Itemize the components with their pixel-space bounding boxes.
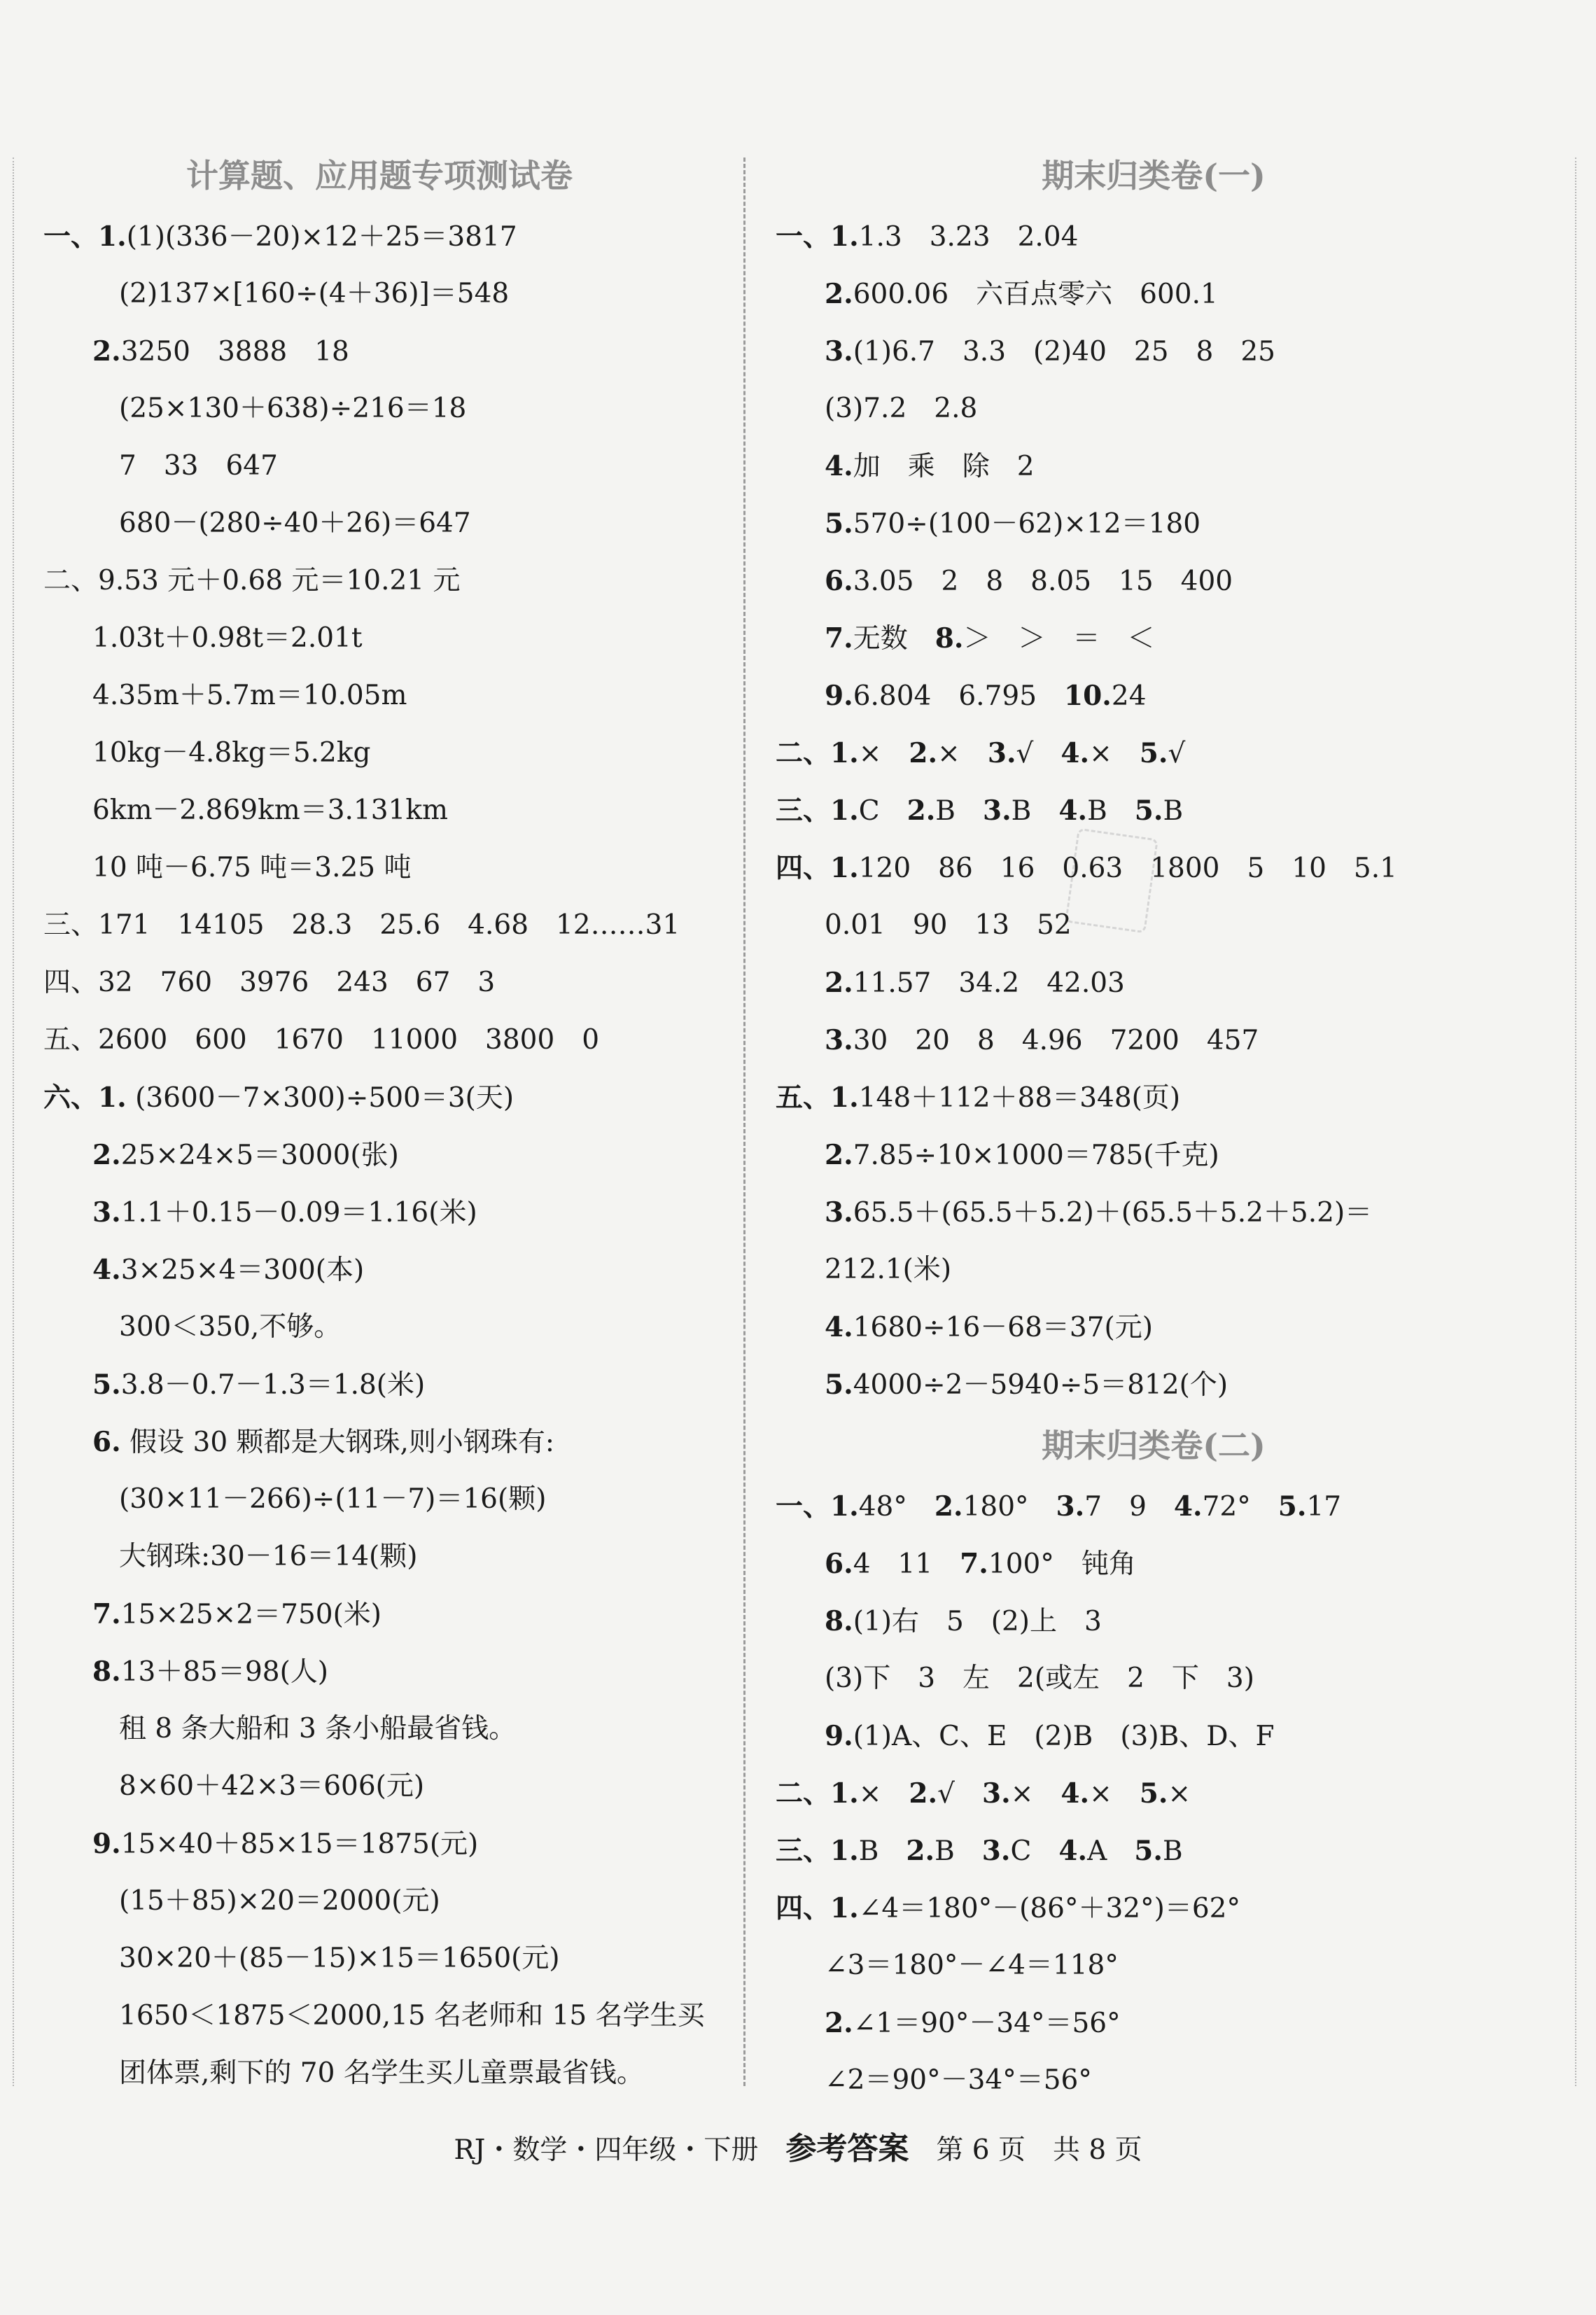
answer-line — [776, 782, 1532, 839]
question-number: 三、1. — [776, 1835, 859, 1867]
answer-line — [776, 1765, 1532, 1822]
answer-line — [776, 1069, 1532, 1126]
question-number: 3. — [982, 795, 1011, 827]
question-number: 2. — [825, 1139, 853, 1171]
footer-book-info: RJ・数学・四年级・下册 — [454, 2134, 786, 2166]
answer-text: B — [1011, 795, 1059, 827]
answer-line — [776, 1184, 1532, 1241]
question-number: 2. — [825, 2007, 853, 2039]
answer-line — [776, 954, 1532, 1012]
question-number: 3. — [825, 1196, 853, 1229]
answer-line — [43, 1356, 715, 1413]
answer-text: 大钢珠:30－16＝14(颗) — [119, 1541, 418, 1572]
question-number: 2. — [909, 737, 938, 769]
question-number: 4. — [92, 1254, 121, 1286]
answer-line — [43, 1528, 715, 1586]
left-margin-line — [13, 158, 14, 2086]
answer-text: 1.1＋0.15－0.09＝1.16(米) — [120, 1197, 477, 1229]
answer-line — [776, 438, 1532, 495]
question-number: 4. — [825, 1311, 853, 1343]
answer-line — [43, 954, 715, 1012]
answer-text: (1)A、C、E (2)B (3)B、D、F — [853, 1721, 1275, 1752]
answer-text: × — [1010, 1778, 1061, 1810]
question-number: 4. — [1173, 1490, 1203, 1523]
answer-text: C — [1010, 1835, 1059, 1867]
question-number: 六、1. — [43, 1082, 127, 1114]
answer-line — [776, 495, 1532, 552]
answer-line — [43, 1069, 715, 1126]
answer-line — [776, 1535, 1532, 1593]
answer-text: (3600－7×300)÷500＝3(天) — [126, 1082, 514, 1114]
answer-text: 1.03t＋0.98t＝2.01t — [92, 622, 363, 654]
answer-text: 假设 30 颗都是大钢珠,则小钢珠有: — [120, 1427, 555, 1458]
answer-line — [43, 1299, 715, 1356]
question-number: 五、1. — [776, 1082, 859, 1114]
answer-text: × — [1089, 1778, 1140, 1810]
answer-line — [776, 552, 1532, 610]
answer-text: 30×20＋(85－15)×15＝1650(元) — [119, 1943, 560, 1974]
answer-text: 7.85÷10×1000＝785(千克) — [853, 1140, 1219, 1171]
answer-line — [43, 1700, 715, 1758]
question-number: 3. — [981, 1835, 1011, 1867]
answer-text: 15×40＋85×15＝1875(元) — [120, 1828, 479, 1860]
answer-text: × — [937, 738, 988, 769]
answer-line — [776, 1707, 1532, 1765]
answer-line — [43, 1758, 715, 1815]
question-number: 3. — [825, 335, 853, 368]
question-number: 3. — [92, 1196, 121, 1229]
answer-line — [776, 1356, 1532, 1413]
answer-text: 0.01 90 13 52 — [825, 909, 1072, 941]
answer-text: ∠4＝180°－(86°＋32°)＝62° — [858, 1893, 1240, 1924]
answer-line — [43, 495, 715, 552]
answer-text: (1)右 5 (2)上 3 — [853, 1606, 1102, 1637]
answer-line — [43, 1873, 715, 1930]
answer-text: 二、9.53 元＋0.68 元＝10.21 元 — [43, 565, 461, 596]
answer-line — [776, 1299, 1532, 1356]
footer-page-number: 第 6 页 共 8 页 — [909, 2134, 1142, 2166]
answer-text: 30 20 8 4.96 7200 457 — [853, 1025, 1259, 1056]
answer-line — [43, 782, 715, 839]
answer-text: (30×11－266)÷(11－7)＝16(颗) — [119, 1483, 547, 1515]
question-number: 一、1. — [43, 221, 127, 253]
answer-text: 7 9 — [1084, 1491, 1174, 1523]
question-number: 6. — [92, 1426, 121, 1458]
answer-text: (3)7.2 2.8 — [825, 393, 978, 424]
question-number: 2. — [906, 795, 936, 827]
answer-line — [43, 610, 715, 667]
answer-text: 无数 — [853, 623, 935, 655]
answer-text: 17 — [1306, 1491, 1342, 1523]
answer-text: √ — [937, 1778, 982, 1810]
question-number: 4. — [1058, 1835, 1088, 1867]
answer-text: A — [1087, 1835, 1135, 1867]
question-number: 5. — [1134, 1835, 1163, 1867]
question-number: 三、1. — [776, 795, 859, 827]
answer-text: 7 33 647 — [119, 450, 278, 482]
answer-text: 4.35m＋5.7m＝10.05m — [92, 680, 407, 711]
answer-text: 25×24×5＝3000(张) — [120, 1140, 399, 1171]
answer-line — [43, 1012, 715, 1069]
answer-line — [776, 725, 1532, 782]
answer-text: √ — [1168, 738, 1186, 769]
answer-text: 13＋85＝98(人) — [120, 1656, 329, 1688]
answer-text: 148＋112＋88＝348(页) — [858, 1082, 1181, 1114]
answer-line — [43, 552, 715, 610]
answer-line — [776, 323, 1532, 380]
question-number: 6. — [825, 565, 853, 597]
question-number: 二、1. — [776, 737, 859, 769]
question-number: 4. — [1060, 737, 1090, 769]
answer-text: ∠2＝90°－34°＝56° — [825, 2064, 1092, 2096]
answer-line — [776, 1822, 1532, 1880]
answer-text: × — [1089, 738, 1140, 769]
final-1-answer-list — [776, 208, 1532, 1413]
answer-line — [43, 1815, 715, 1873]
answer-text: 6km－2.869km＝3.131km — [92, 795, 448, 826]
question-number: 2. — [825, 967, 853, 999]
answer-text: ＞ ＞ ＝ ＜ — [963, 623, 1155, 655]
answer-line — [776, 839, 1532, 897]
answer-text: 680－(280÷40＋26)＝647 — [119, 508, 471, 539]
answer-text: ∠1＝90°－34°＝56° — [853, 2008, 1121, 2039]
answer-text: 团体票,剩下的 70 名学生买儿童票最省钱。 — [119, 2057, 644, 2089]
question-number: 5. — [1139, 1777, 1168, 1810]
question-number: 5. — [825, 508, 853, 540]
answer-line — [776, 897, 1532, 954]
answer-line — [776, 1126, 1532, 1184]
section-title-final-1: 期末归类卷(一) — [1042, 157, 1266, 195]
question-number: 8. — [92, 1656, 121, 1688]
question-number: 一、1. — [776, 221, 859, 253]
answer-text: 3.8－0.7－1.3＝1.8(米) — [120, 1369, 426, 1401]
right-column — [776, 144, 1532, 2109]
question-number: 4. — [1058, 795, 1088, 827]
answer-line — [776, 1994, 1532, 2052]
answer-line — [43, 1184, 715, 1241]
answer-text: 加 乘 除 2 — [853, 451, 1035, 482]
answer-text: 1.3 3.23 2.04 — [858, 221, 1079, 253]
question-number: 3. — [981, 1777, 1011, 1810]
answer-line — [43, 1413, 715, 1471]
page-footer — [0, 2125, 1596, 2174]
answer-text: 3250 3888 18 — [120, 336, 349, 368]
question-number: 5. — [1134, 795, 1163, 827]
question-number: 一、1. — [776, 1490, 859, 1523]
column-divider — [743, 158, 746, 2086]
answer-text: 11.57 34.2 42.03 — [853, 967, 1125, 999]
answer-text: ∠3＝180°－∠4＝118° — [825, 1950, 1119, 1981]
answer-line — [43, 1241, 715, 1299]
question-number: 3. — [987, 737, 1016, 769]
question-number: 2. — [909, 1777, 938, 1810]
final-2-answer-list — [776, 1478, 1532, 2109]
answer-text: 570÷(100－62)×12＝180 — [853, 508, 1201, 540]
answer-line — [43, 667, 715, 725]
answer-line — [43, 2045, 715, 2102]
question-number: 9. — [92, 1828, 121, 1860]
answer-text: 100° 钝角 — [988, 1548, 1136, 1580]
answer-text: B — [934, 1835, 982, 1867]
question-number: 7. — [92, 1598, 121, 1630]
answer-line — [776, 208, 1532, 265]
answer-text: 三、171 14105 28.3 25.6 4.68 12……31 — [43, 909, 680, 941]
question-number: 4. — [1060, 1777, 1090, 1810]
answer-line — [43, 839, 715, 897]
answer-text: (15＋85)×20＝2000(元) — [119, 1885, 440, 1917]
question-number: 9. — [825, 680, 853, 712]
answer-line — [43, 1987, 715, 2045]
answer-text: B — [1163, 795, 1184, 827]
question-number: 8. — [934, 622, 964, 655]
question-number: 5. — [92, 1369, 121, 1401]
answer-text: 65.5＋(65.5＋5.2)＋(65.5＋5.2＋5.2)＝ — [853, 1197, 1373, 1229]
answer-text: 五、2600 600 1670 11000 3800 0 — [43, 1024, 600, 1056]
question-number: 10. — [1064, 680, 1112, 712]
answer-line — [43, 323, 715, 380]
answer-line — [776, 2052, 1532, 2109]
answer-line — [776, 667, 1532, 725]
answer-text: 8×60＋42×3＝606(元) — [119, 1770, 425, 1802]
answer-line — [43, 725, 715, 782]
answer-text: (2)137×[160÷(4＋36)]＝548 — [119, 278, 510, 309]
answer-text: B — [1162, 1835, 1183, 1867]
question-number: 四、1. — [776, 1892, 859, 1924]
question-number: 2. — [92, 335, 121, 368]
answer-text: 租 8 条大船和 3 条小船最省钱。 — [119, 1713, 517, 1744]
answer-text: 四、32 760 3976 243 67 3 — [43, 967, 496, 998]
question-number: 6. — [825, 1548, 853, 1580]
answer-text: 600.06 六百点零六 600.1 — [853, 279, 1218, 310]
answer-line — [776, 380, 1532, 438]
answer-line — [43, 438, 715, 495]
answer-line — [43, 265, 715, 323]
answer-line — [776, 1241, 1532, 1299]
answer-text: (1)6.7 3.3 (2)40 25 8 25 — [853, 336, 1275, 368]
answer-text: 180° — [962, 1491, 1056, 1523]
section-title-left: 计算题、应用题专项测试卷 — [186, 157, 573, 195]
answer-line — [43, 1471, 715, 1528]
answer-text: 1680÷16－68＝37(元) — [853, 1312, 1153, 1343]
question-number: 2. — [934, 1490, 963, 1523]
question-number: 四、1. — [776, 852, 859, 884]
question-number: 二、1. — [776, 1777, 859, 1810]
answer-text: 48° — [858, 1491, 934, 1523]
answer-line — [43, 1586, 715, 1643]
answer-text: 3×25×4＝300(本) — [120, 1254, 365, 1286]
answer-text: 4000÷2－5940÷5＝812(个) — [853, 1369, 1228, 1401]
answer-text: 1650＜1875＜2000,15 名老师和 15 名学生买 — [119, 2000, 705, 2031]
answer-text: B — [858, 1835, 906, 1867]
section-title-final-2: 期末归类卷(二) — [1042, 1427, 1266, 1464]
answer-text: 72° — [1202, 1491, 1278, 1523]
answer-text: 4 11 — [853, 1548, 960, 1580]
answer-text: × — [1168, 1778, 1191, 1810]
question-number: 3. — [1056, 1490, 1085, 1523]
left-column — [43, 144, 715, 2102]
answer-text: 10 吨－6.75 吨＝3.25 吨 — [92, 852, 412, 883]
answer-line — [776, 1650, 1532, 1707]
question-number: 2. — [906, 1835, 935, 1867]
answer-text: (3)下 3 左 2(或左 2 下 3) — [825, 1663, 1254, 1694]
question-number: 9. — [825, 1720, 853, 1752]
question-number: 8. — [825, 1605, 853, 1637]
answer-text: (1)(336－20)×12＋25＝3817 — [126, 221, 517, 253]
answer-text: 300＜350,不够。 — [119, 1311, 342, 1343]
answer-text: 120 86 16 0.63 1800 5 10 5.1 — [858, 853, 1397, 884]
answer-text: 6.804 6.795 — [853, 680, 1065, 712]
answer-line — [776, 1478, 1532, 1535]
answer-line — [776, 1880, 1532, 1937]
question-number: 5. — [1278, 1490, 1307, 1523]
answer-text: × — [858, 738, 909, 769]
left-answer-list — [43, 208, 715, 2102]
answer-text: C — [858, 795, 907, 827]
answer-line — [776, 1937, 1532, 1994]
answer-text: 212.1(米) — [825, 1254, 952, 1285]
answer-line — [776, 265, 1532, 323]
answer-text: √ — [1016, 738, 1061, 769]
answer-line — [776, 1012, 1532, 1069]
answer-line — [776, 1593, 1532, 1650]
answer-line — [43, 1126, 715, 1184]
question-number: 5. — [825, 1369, 853, 1401]
answer-line — [43, 897, 715, 954]
answer-line — [776, 610, 1532, 667]
answer-text: B — [935, 795, 983, 827]
answer-text: 24 — [1111, 680, 1147, 712]
question-number: 7. — [825, 622, 853, 655]
answer-text: 15×25×2＝750(米) — [120, 1599, 382, 1630]
answer-line — [43, 208, 715, 265]
answer-line — [43, 380, 715, 438]
answer-line — [43, 1930, 715, 1987]
question-number: 7. — [960, 1548, 988, 1580]
answer-text: 10kg－4.8kg＝5.2kg — [92, 737, 371, 769]
footer-brand-title: 参考答案 — [785, 2131, 909, 2167]
question-number: 2. — [825, 278, 853, 310]
answer-line — [43, 1643, 715, 1700]
question-number: 5. — [1139, 737, 1168, 769]
right-margin-line — [1575, 158, 1576, 2086]
question-number: 2. — [92, 1139, 121, 1171]
answer-text: 3.05 2 8 8.05 15 400 — [853, 566, 1233, 597]
answer-text: × — [858, 1778, 909, 1810]
answer-text: B — [1087, 795, 1135, 827]
question-number: 3. — [825, 1024, 853, 1056]
answer-text: (25×130＋638)÷216＝18 — [119, 393, 467, 424]
question-number: 4. — [825, 450, 853, 482]
